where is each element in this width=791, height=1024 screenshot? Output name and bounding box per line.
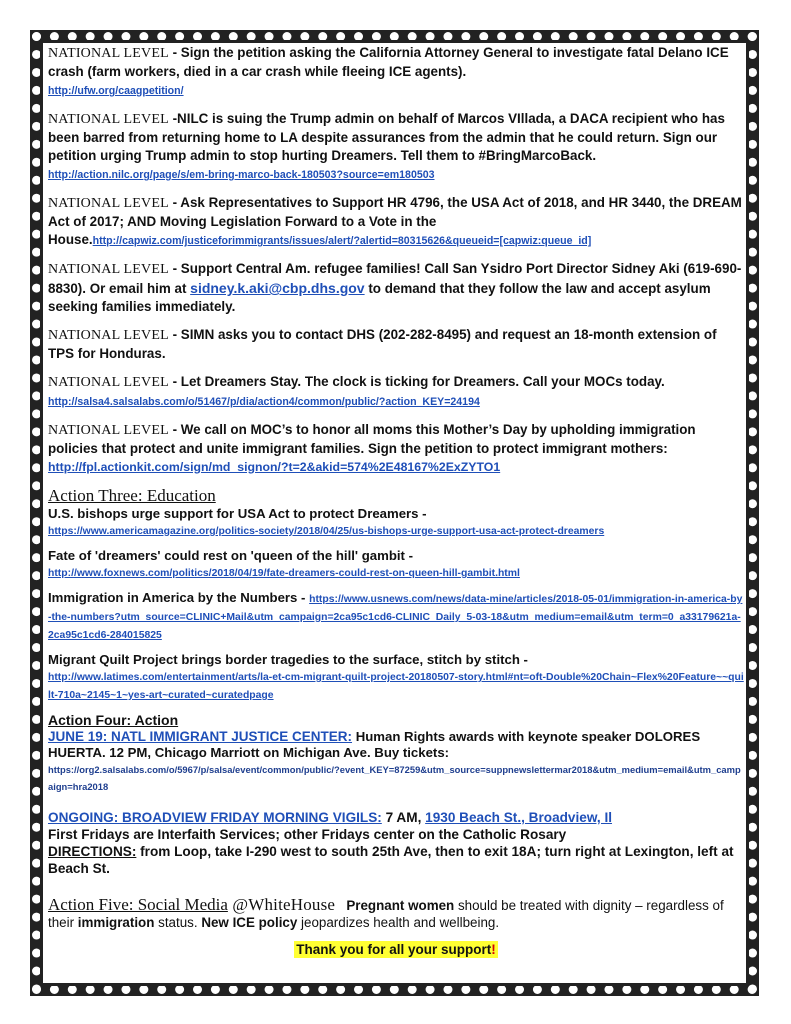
national-item-2: NATIONAL LEVEL -NILC is suing the Trump admin on behalf of Marcos VIllada, a DACA recipient who has been barred from returning home to LA despite assurances from the admin that he could return. Sign our petition urging Trump admin to stop hurting Dreamers. Tell them to #BringMarcoBack. http://action.nilc.org/page/s/em-bring-marco-back-180503?source=em180503	[48, 111, 725, 181]
article-link[interactable]: https://www.americamagazine.org/politics-society/2018/04/25/us-bishops-urge-support-usa-act-protect-dreamers	[48, 526, 605, 537]
petition-link[interactable]: http://ufw.org/caagpetition/	[48, 85, 184, 97]
national-item-4: NATIONAL LEVEL - Support Central Am. refugee families! Call San Ysidro Port Director Sidney Aki (619-690-8830). Or email him at sidney.k.aki@cbp.dhs.gov to demand that they follow the law and accept asylum seeking families immediately.	[48, 261, 742, 314]
article-item	[48, 548, 744, 582]
level-label: NATIONAL LEVEL	[48, 46, 169, 61]
event-title-link[interactable]: ONGOING: BROADVIEW FRIDAY MORNING VIGILS:	[48, 810, 382, 825]
national-item-5: NATIONAL LEVEL - SIMN asks you to contact DHS (202-282-8495) and request an 18-month extension of TPS for Honduras.	[48, 327, 717, 361]
article-link[interactable]: https://www.usnews.com/news/data-mine/articles/2018-05-01/immigration-in-america-by-the-numbers?utm_source=CLINIC+Mail&utm_campaign=2ca95c1cd6-CLINIC_Daily_5-03-18&utm_medium=email&utm_term=0_a33179621a-2ca95c1cd6-284015825	[48, 594, 743, 641]
thanks-row	[48, 941, 744, 959]
level-label: NATIONAL LEVEL	[48, 423, 169, 438]
article-item	[48, 506, 744, 540]
petition-link[interactable]: http://action.nilc.org/page/s/em-bring-marco-back-180503?source=em180503	[48, 169, 435, 181]
article-title: Immigration in America by the Numbers -	[48, 590, 310, 605]
national-item-6: NATIONAL LEVEL - Let Dreamers Stay. The clock is ticking for Dreamers. Call your MOCs today. http://salsa4.salsalabs.com/o/51467/p/dia/action4/common/public/?action_KEY=24194	[48, 374, 665, 408]
article-link[interactable]: http://www.foxnews.com/politics/2018/04/19/fate-dreamers-could-rest-on-queen-hill-gambit.html	[48, 568, 520, 579]
action-five: Action Five: Social Media @WhiteHouse Pregnant women should be treated with dignity – regardless of their immigration status. New ICE policy jeopardizes health and wellbeing.	[48, 895, 724, 930]
thank-you-message: Thank you for all your support!	[296, 942, 496, 957]
twitter-handle: @WhiteHouse	[227, 895, 336, 914]
article-link[interactable]: http://www.latimes.com/entertainment/arts/la-et-cm-migrant-quilt-project-20180507-story.html#nt=oft-Double%20Chain~Flex%20Feature~~quilt-710a~2145~1~yes-art~curated~curatedpage	[48, 672, 744, 701]
petition-link[interactable]: http://capwiz.com/justiceforimmigrants/issues/alert/?alertid=80315626&queueid=[capwiz:queue_id]	[92, 235, 592, 247]
article-item	[48, 652, 744, 704]
email-link[interactable]: sidney.k.aki@cbp.dhs.gov	[190, 280, 365, 296]
article-item	[48, 590, 744, 644]
level-label: NATIONAL LEVEL	[48, 262, 169, 277]
event-title-link[interactable]: JUNE 19: NATL IMMIGRANT JUSTICE CENTER:	[48, 729, 353, 744]
national-item-1: NATIONAL LEVEL - Sign the petition asking the California Attorney General to investigate fatal Delano ICE crash (farm workers, died in a car crash while fleeing ICE agents). http://ufw.org/caagpetition/	[48, 45, 729, 97]
article-title: Fate of 'dreamers' could rest on 'queen of the hill' gambit -	[48, 548, 413, 563]
address-link[interactable]: 1930 Beach St., Broadview, Il	[425, 810, 613, 825]
petition-link[interactable]: http://salsa4.salsalabs.com/o/51467/p/dia/action4/common/public/?action_KEY=24194	[48, 396, 480, 408]
level-label: NATIONAL LEVEL	[48, 375, 169, 390]
national-item-3: NATIONAL LEVEL - Ask Representatives to Support HR 4796, the USA Act of 2018, and HR 3440, the DREAM Act of 2017; AND Moving Legislation Forward to a Vote in the House.http://capwiz.com/justiceforimmigrants/issues/alert/?alertid=80315626&queueid=[capwiz:queue_id]	[48, 195, 742, 247]
event-vigil: ONGOING: BROADVIEW FRIDAY MORNING VIGILS: 7 AM, 1930 Beach St., Broadview, Il First Fridays are Interfaith Services; other Fridays center on the Catholic Rosary DIRECTIONS: from Loop, take I-290 west to south 25th Ave, then to exit 18A; turn right at Lexington, left at Beach St.	[48, 810, 734, 876]
newsletter-content	[48, 44, 744, 959]
article-title: Migrant Quilt Project brings border tragedies to the surface, stitch by stitch -	[48, 652, 528, 667]
petition-link[interactable]: http://fpl.actionkit.com/sign/md_signon/?t=2&akid=574%2E48167%2ExZYTO1	[48, 460, 501, 474]
action-four-heading: Action Four: Action	[48, 712, 179, 728]
level-label: NATIONAL LEVEL	[48, 112, 169, 127]
level-label: NATIONAL LEVEL	[48, 196, 169, 211]
article-title: U.S. bishops urge support for USA Act to protect Dreamers -	[48, 506, 427, 521]
level-label: NATIONAL LEVEL	[48, 328, 169, 343]
directions-label: DIRECTIONS:	[48, 844, 137, 859]
national-item-7: NATIONAL LEVEL - We call on MOC’s to honor all moms this Mother’s Day by upholding immigration policies that protect and unite immigrant families. Sign the petition to protect immigrant mothers: http://fpl.actionkit.com/sign/md_signon/?t=2&akid=574%2E48167%2ExZYTO1	[48, 422, 696, 474]
action-five-heading: Action Five: Social Media	[48, 895, 228, 914]
tickets-link[interactable]: https://org2.salsalabs.com/o/5967/p/salsa/event/common/public/?event_KEY=87259&utm_source=suppnewslettermar2018&utm_medium=email&utm_campaign=hra2018	[48, 764, 741, 792]
action-three-heading: Action Three: Education	[48, 486, 216, 505]
event-nijc: JUNE 19: NATL IMMIGRANT JUSTICE CENTER: Human Rights awards with keynote speaker DOLORES HUERTA. 12 PM, Chicago Marriott on Michigan Ave. Buy tickets: https://org2.salsalabs.com/o/5967/p/salsa/event/common/public/?event_KEY=87259&utm_source=suppnewslettermar2018&utm_medium=email&utm_campaign=hra2018	[48, 729, 741, 792]
